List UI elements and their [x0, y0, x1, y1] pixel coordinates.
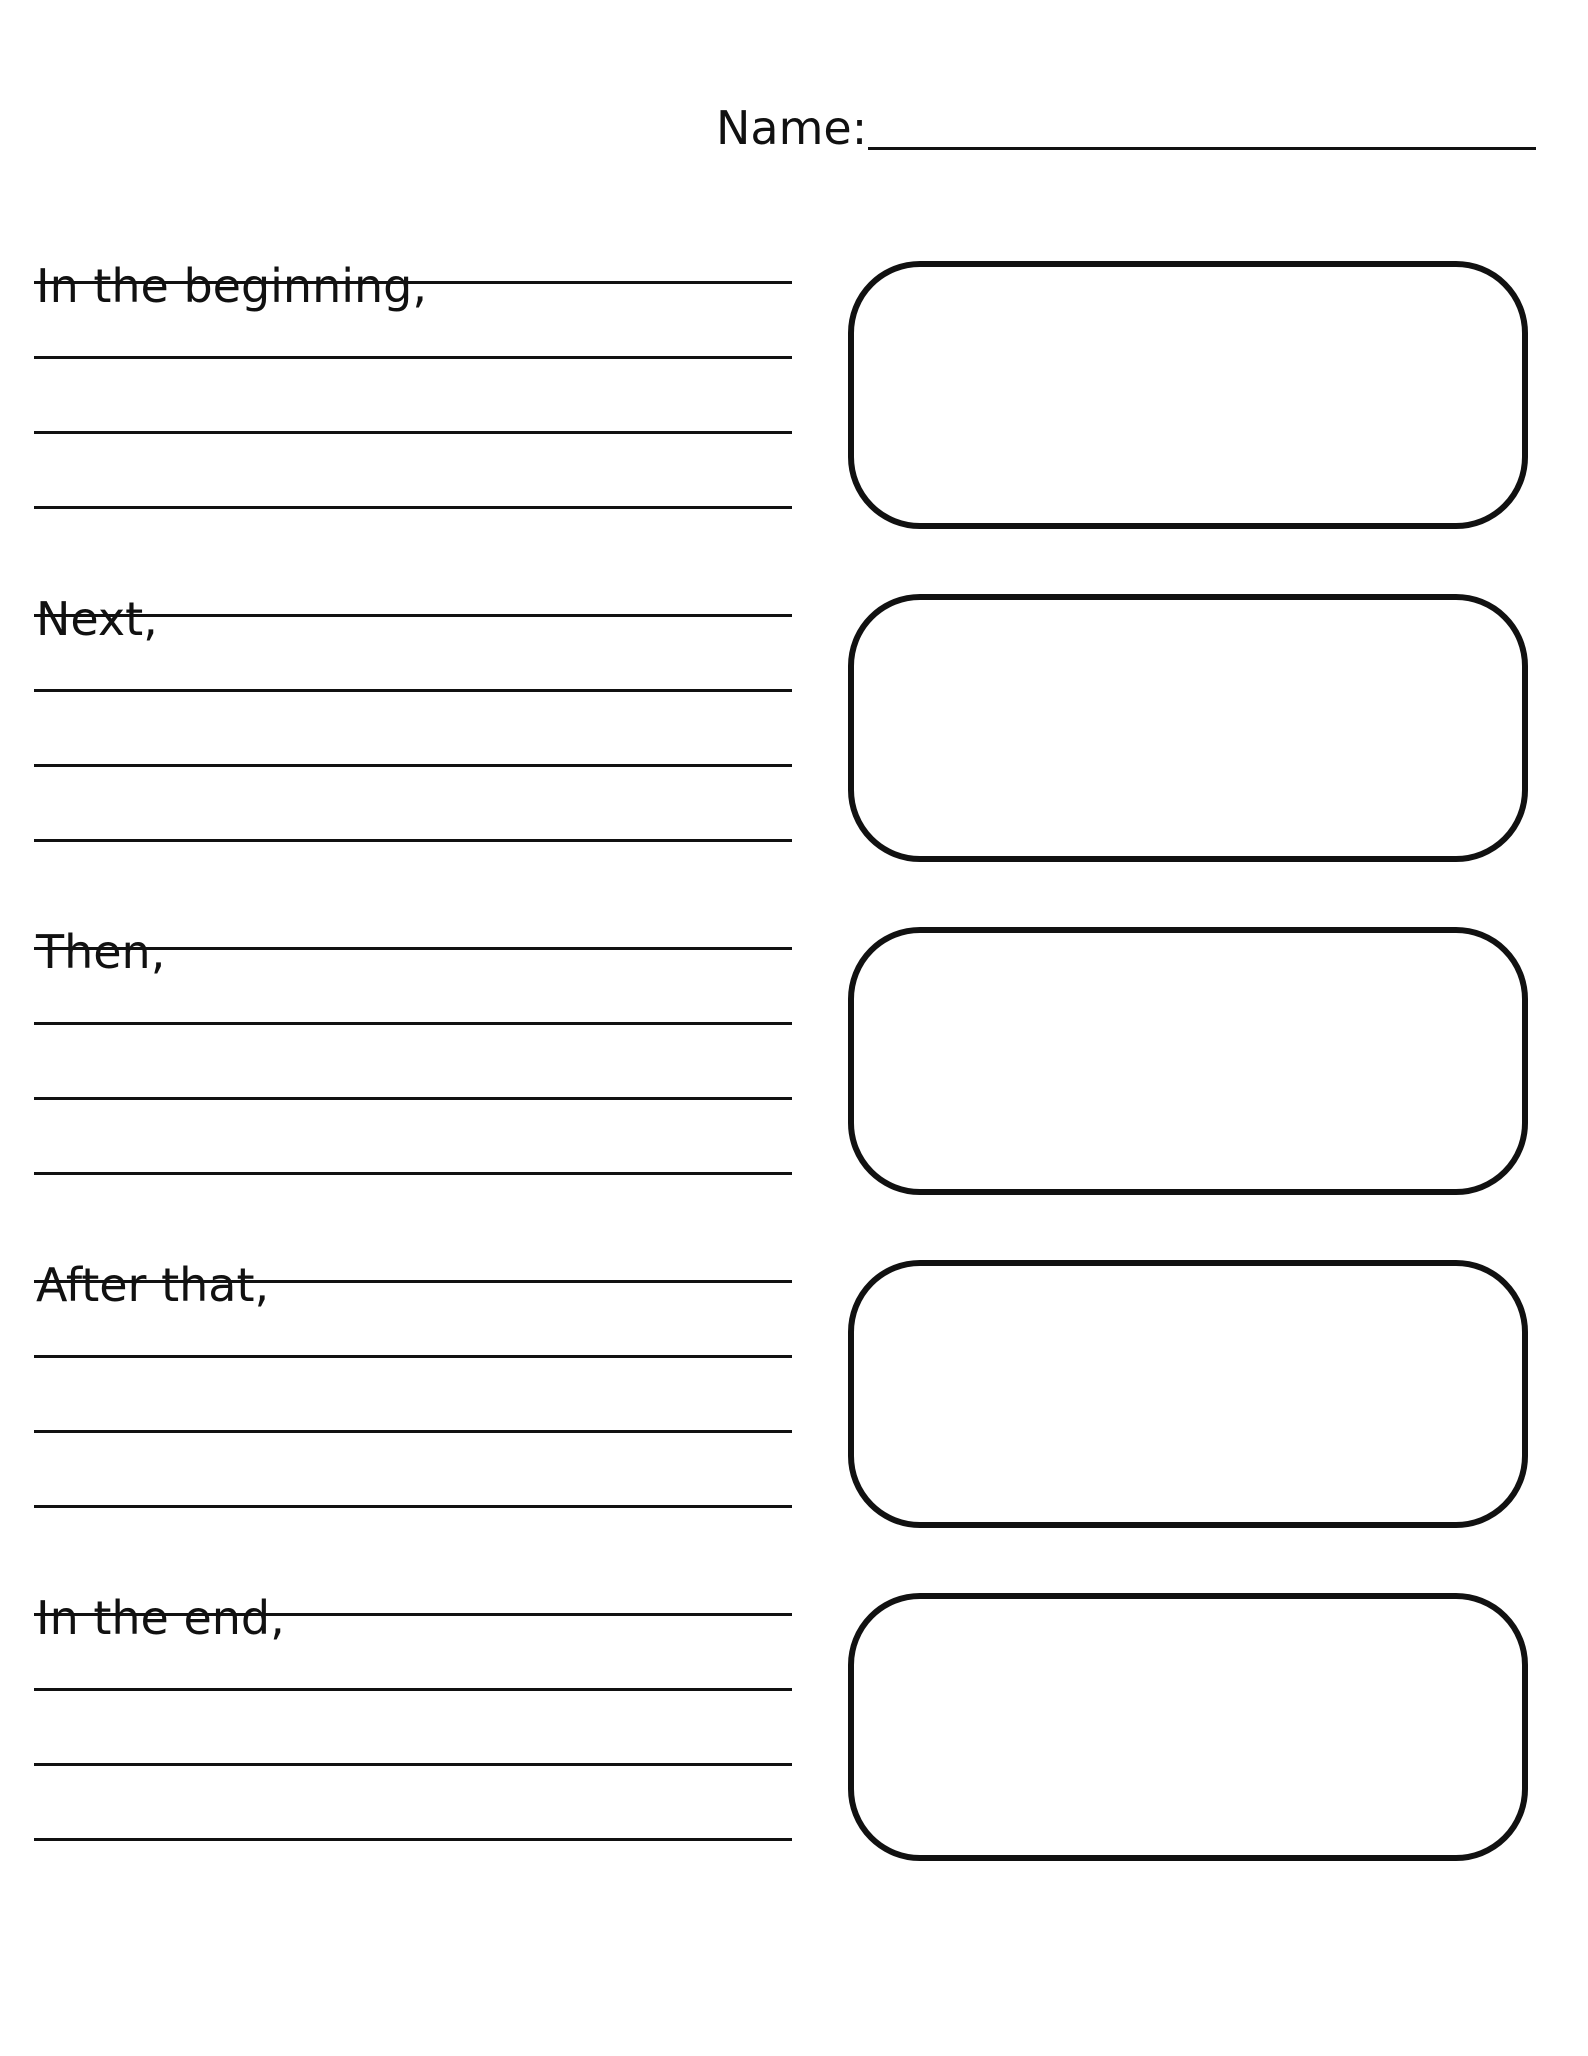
drawing-box[interactable]: [848, 261, 1528, 529]
writing-line[interactable]: [34, 356, 792, 359]
section-prompt-label: Then,: [36, 925, 166, 979]
writing-line[interactable]: [34, 614, 792, 617]
writing-line[interactable]: [34, 947, 792, 950]
writing-line[interactable]: [34, 281, 792, 284]
section-prompt-label: After that,: [36, 1258, 270, 1312]
writing-line[interactable]: [34, 1097, 792, 1100]
writing-line[interactable]: [34, 1022, 792, 1025]
drawing-box[interactable]: [848, 1260, 1528, 1528]
section-prompt-label: In the beginning,: [36, 259, 427, 313]
writing-line[interactable]: [34, 431, 792, 434]
writing-lines: [34, 571, 792, 871]
writing-lines: [34, 1570, 792, 1870]
writing-line[interactable]: [34, 1280, 792, 1283]
drawing-box[interactable]: [848, 594, 1528, 862]
drawing-box[interactable]: [848, 1593, 1528, 1861]
section-prompt-label: Next,: [36, 592, 158, 646]
writing-line[interactable]: [34, 1613, 792, 1616]
writing-line[interactable]: [34, 1355, 792, 1358]
drawing-box[interactable]: [848, 927, 1528, 1195]
writing-lines: [34, 904, 792, 1204]
writing-line[interactable]: [34, 506, 792, 509]
story-section-1: [0, 238, 1588, 538]
name-row: [716, 96, 1536, 160]
writing-line[interactable]: [34, 1838, 792, 1841]
writing-line[interactable]: [34, 689, 792, 692]
story-section-4: [0, 1237, 1588, 1537]
name-write-line[interactable]: [868, 147, 1536, 150]
story-section-5: [0, 1570, 1588, 1870]
name-label: Name:: [716, 101, 868, 155]
writing-line[interactable]: [34, 839, 792, 842]
writing-line[interactable]: [34, 764, 792, 767]
writing-line[interactable]: [34, 1430, 792, 1433]
story-section-3: [0, 904, 1588, 1204]
writing-lines: [34, 1237, 792, 1537]
writing-line[interactable]: [34, 1172, 792, 1175]
writing-line[interactable]: [34, 1688, 792, 1691]
writing-line[interactable]: [34, 1763, 792, 1766]
writing-line[interactable]: [34, 1505, 792, 1508]
writing-lines: [34, 238, 792, 538]
story-section-2: [0, 571, 1588, 871]
section-prompt-label: In the end,: [36, 1591, 285, 1645]
